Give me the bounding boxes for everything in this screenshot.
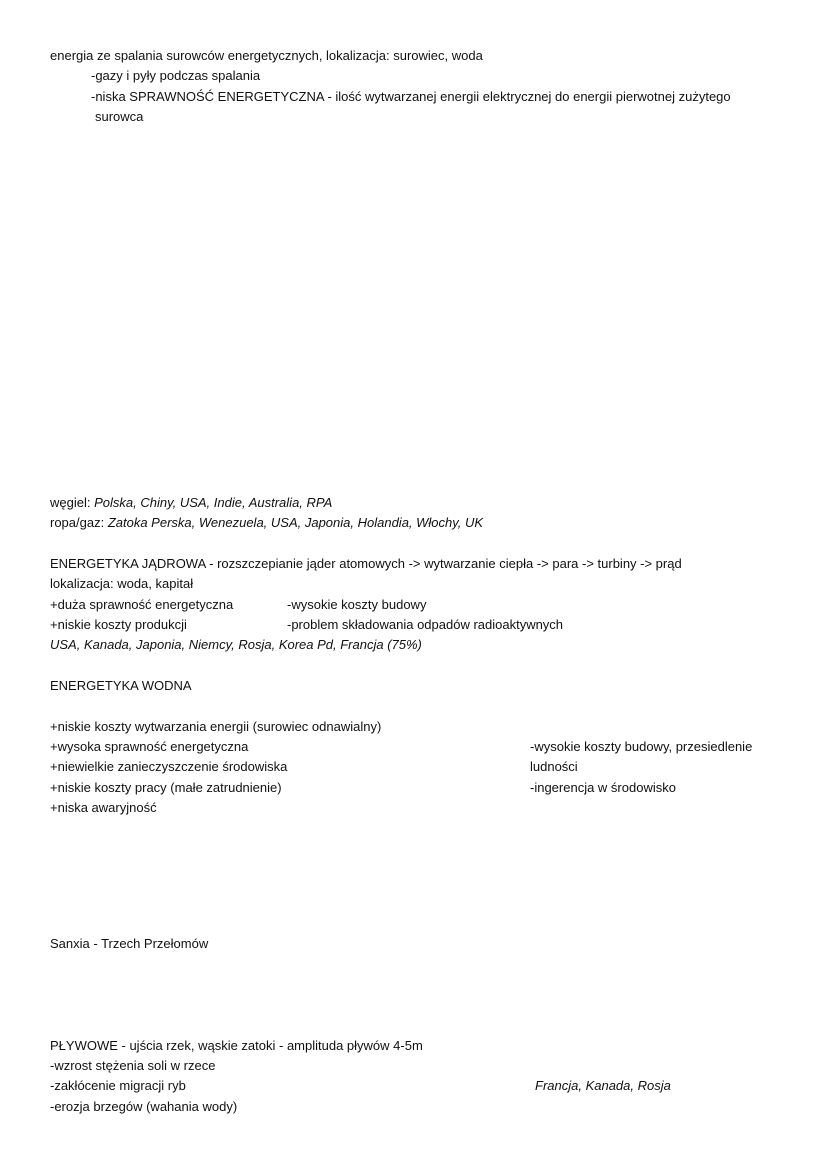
hydro-con-2: -ingerencja w środowisko [530, 780, 676, 795]
section1-heading: energia ze spalania surowców energetycznych, lokalizacja: surowiec, woda [50, 48, 483, 63]
oilgas-countries: Zatoka Perska, Wenezuela, USA, Japonia, Holandia, Włochy, UK [107, 515, 484, 530]
tidal-point-3: -erozja brzegów (wahania wody) [50, 1099, 238, 1114]
hydro-pro-3: +niewielkie zanieczyszczenie środowiska [50, 759, 288, 774]
hydro-pro-4: +niskie koszty pracy (małe zatrudnienie) [50, 780, 282, 795]
nuclear-pro-1: +duża sprawność energetyczna [50, 597, 234, 612]
oilgas-line [50, 514, 483, 532]
hydro-example: Sanxia - Trzech Przełomów [50, 936, 209, 951]
nuclear-pro-2: +niskie koszty produkcji [50, 617, 187, 632]
hydro-con-1-cont: ludności [530, 759, 578, 774]
coal-countries: Polska, Chiny, USA, Indie, Australia, RPA [94, 495, 333, 510]
tidal-countries: Francja, Kanada, Rosja [535, 1078, 671, 1093]
nuclear-heading: ENERGETYKA JĄDROWA - rozszczepianie jąder atomowych -> wytwarzanie ciepła -> para -> turbiny -> prąd [50, 556, 682, 571]
tidal-point-1: -wzrost stężenia soli w rzece [50, 1058, 216, 1073]
hydro-pro-5: +niska awaryjność [50, 800, 157, 815]
nuclear-countries: USA, Kanada, Japonia, Niemcy, Rosja, Korea Pd, Francja (75%) [50, 637, 422, 652]
tidal-heading: PŁYWOWE - ujścia rzek, wąskie zatoki - amplituda pływów 4-5m [50, 1038, 423, 1053]
hydro-con-1: -wysokie koszty budowy, przesiedlenie [530, 739, 753, 754]
hydro-heading: ENERGETYKA WODNA [50, 678, 192, 693]
tidal-point-2: -zakłócenie migracji ryb [50, 1078, 186, 1093]
section1-point-emissions: -gazy i pyły podczas spalania [91, 68, 261, 83]
coal-label: węgiel: [50, 495, 91, 510]
nuclear-con-2: -problem składowania odpadów radioaktywnych [287, 617, 564, 632]
hydro-pro-2: +wysoka sprawność energetyczna [50, 739, 249, 754]
coal-line [50, 494, 332, 512]
section1-point-efficiency-cont: surowca [95, 109, 144, 124]
nuclear-con-1: -wysokie koszty budowy [287, 597, 427, 612]
oilgas-label: ropa/gaz: [50, 515, 105, 530]
hydro-pro-1: +niskie koszty wytwarzania energii (surowiec odnawialny) [50, 719, 382, 734]
section1-point-efficiency: -niska SPRAWNOŚĆ ENERGETYCZNA - ilość wytwarzanej energii elektrycznej do energii pierwotnej zużytego [91, 89, 731, 104]
nuclear-location: lokalizacja: woda, kapitał [50, 576, 194, 591]
